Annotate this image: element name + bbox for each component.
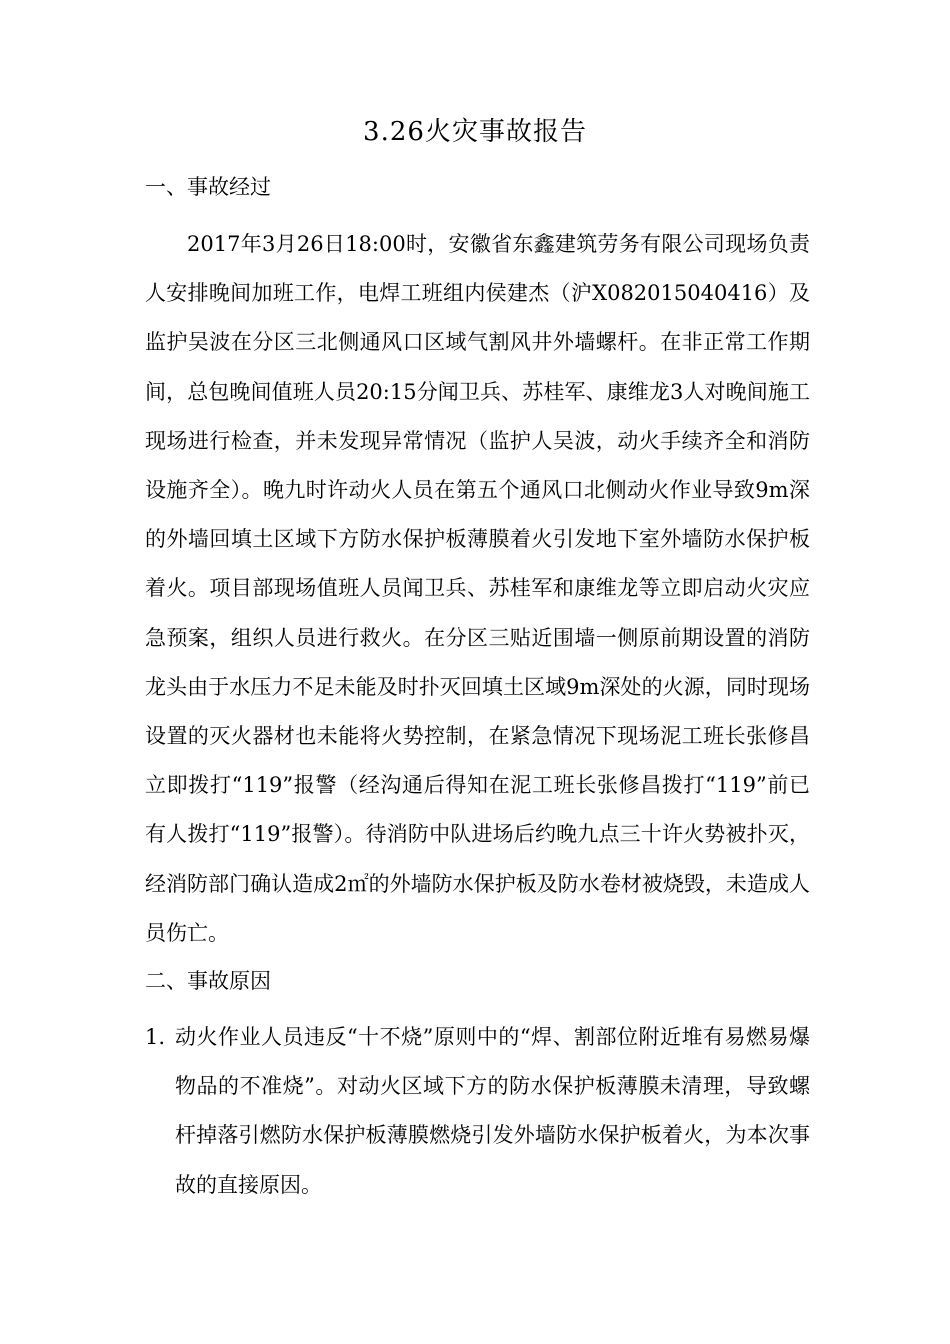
accident-process-paragraph: 2017年3月26日18:00时，安徽省东鑫建筑劳务有限公司现场负责人安排晚间加班工作，电焊工班组内侯建杰（沪X082015040416）及监护吴波在分区三北侧通风口区域气割风井外墙螺杆。在非正常工作期间，总包晚间值班人员20:15分闻卫兵、苏桂军、康维龙3人对晚间施工现场进行检查，并未发现异常情况（监护人吴波，动火手续齐全和消防设施齐全）。晚九时许动火人员在第五个通风口北侧动火作业导致9m深的外墙回填土区域下方防水保护板薄膜着火引发地下室外墙防水保护板着火。项目部现场值班人员闻卫兵、苏桂军和康维龙等立即启动火灾应急预案，组织人员进行救火。在分区三贴近围墙一侧原前期设置的消防龙头由于水压力不足未能及时扑灭回填土区域9m深处的火源，同时现场设置的灭火器材也未能将火势控制，在紧急情况下现场泥工班长张修昌立即拨打“119”报警（经沟通后得知在泥工班长张修昌拨打“119”前已有人拨打“119”报警）。待消防中队进场后约晚九点三十许火势被扑灭，经消防部门确认造成2㎡的外墙防水保护板及防水卷材被烧毁，未造成人员伤亡。 [145, 232, 810, 945]
list-item-text: 动火作业人员违反“十不烧”原则中的“焊、割部位附近堆有易燃易爆物品的不准烧”。对动火区域下方的防水保护板薄膜未清理，导致螺杆掉落引燃防水保护板薄膜燃烧引发外墙防水保护板着火，为本次事故的直接原因。 [175, 1025, 810, 1197]
list-item [145, 1013, 810, 1210]
document-title: 3.26火灾事故报告 [363, 117, 587, 147]
section-heading-accident-cause: 二、事故原因 [145, 969, 271, 993]
cause-list [145, 1013, 810, 1210]
list-item-number: 1. [145, 1025, 166, 1049]
section-heading-accident-process: 一、事故经过 [145, 175, 271, 199]
